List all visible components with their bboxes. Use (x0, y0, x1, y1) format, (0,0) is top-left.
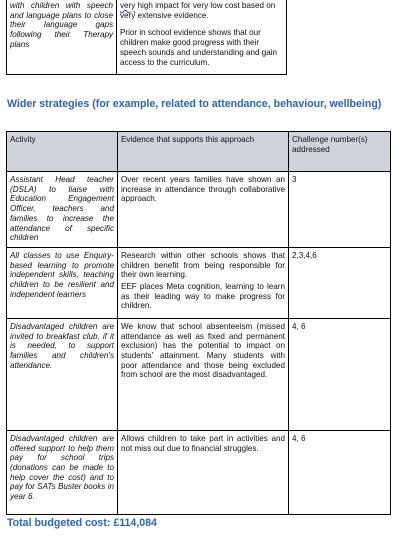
previous-strategy-table (6, 0, 287, 75)
table-row (7, 247, 391, 318)
evidence-paragraph: We know that school absenteeism (missed attendance as well as fixed and permanent exclusion) has the potential to impact on students' attainment. Many students with poor attendance and those being excluded from school are the most disadvantaged. (121, 321, 285, 380)
evidence-cell (117, 0, 287, 75)
evidence-paragraph: EEF places Meta cognition, learning to learn as their leading way to make progress for children. (121, 282, 285, 311)
evidence-paragraph: Research within other schools shows that children benefit from being responsible for their own learning. (121, 250, 285, 280)
wider-strategies-table (6, 131, 391, 515)
table-row (7, 172, 391, 248)
header-evidence: Evidence that supports this approach (118, 132, 289, 172)
activity-cell: Disadvantaged children are invited to breakfast club, if it is needed, to support families and children's attendance. (7, 318, 118, 430)
header-activity: Activity (7, 132, 118, 172)
challenge-cell: 4, 6 (289, 430, 391, 514)
evidence-paragraph: Prior in school evidence shows that our children make good progress with their speech sounds and understanding and gain access to the curriculum. (120, 28, 278, 67)
activity-cell: Assistant Head teacher (DSLA) to liaise with Education Engagement Officer, teachers and families to increase the attendance of specific children (7, 172, 118, 248)
table-row (7, 318, 391, 430)
challenge-cell: 3 (289, 172, 391, 248)
challenge-cell: 2,3,4,6 (289, 247, 391, 318)
evidence-cell (118, 172, 289, 248)
evidence-paragraph: Over recent years families have shown an increase in attendance through collaborative approach. (121, 175, 285, 204)
challenge-cell: 4, 6 (289, 318, 391, 430)
evidence-paragraph (120, 1, 283, 20)
evidence-cell (118, 318, 289, 430)
header-challenge: Challenge number(s) addressed (289, 132, 391, 172)
total-budgeted-cost: Total budgeted cost: £114,084 (7, 517, 157, 529)
evidence-cell (118, 247, 289, 318)
table-row (7, 430, 391, 514)
activity-cell: with children with speech and language plans to close their language gaps following their Therapy plans (7, 0, 117, 75)
activity-cell: Disadvantaged children are offered support to help them pay for school trips (donations can be made to help cover the cost) and to pay for SATs Buster books in year 6. (7, 430, 118, 514)
evidence-cell (118, 430, 289, 514)
spellcheck-word: very (120, 1, 136, 10)
evidence-text: high impact for very low cost based on very extensive evidence. (120, 1, 276, 20)
section-heading: Wider strategies (for example, related to attendance, behaviour, wellbeing) (7, 98, 382, 110)
activity-cell: All classes to use Enquiry-based learning to promote independent skills, teaching children to be resilient and independent learners (7, 247, 118, 318)
table-header-row (7, 132, 391, 172)
evidence-paragraph: Allows children to take part in activities and not miss out due to financial struggles. (121, 433, 285, 453)
